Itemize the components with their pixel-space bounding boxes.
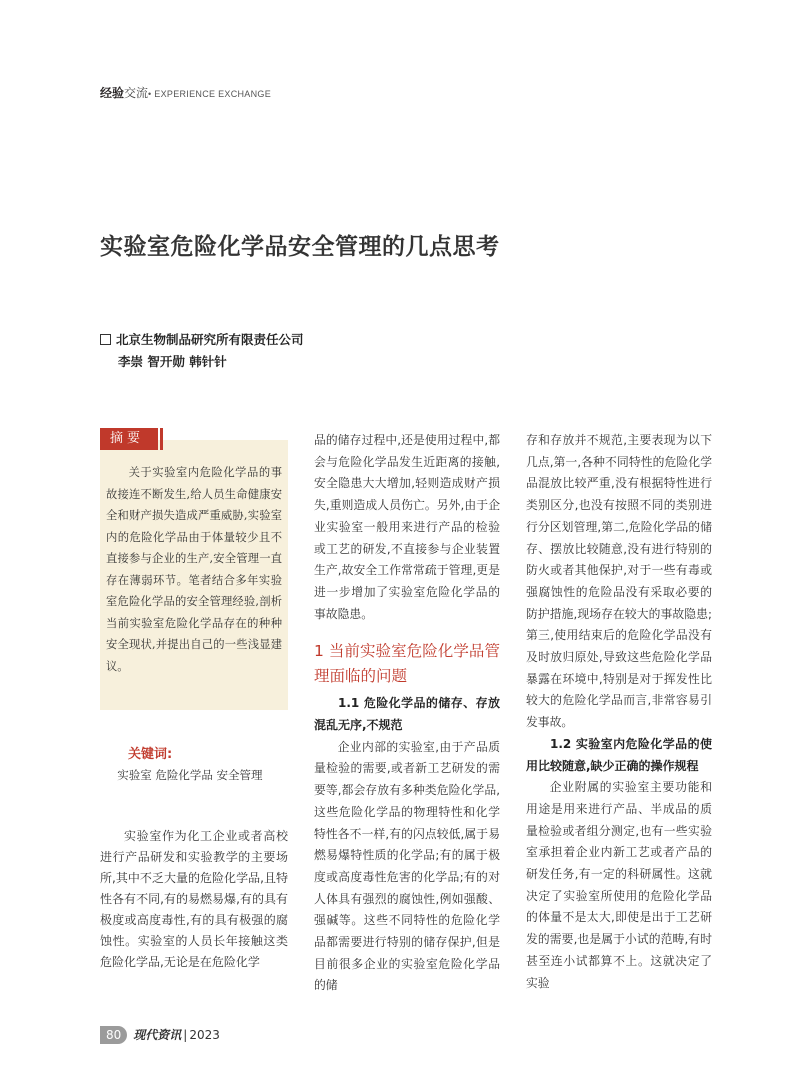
abstract-text: 关于实验室内危险化学品的事故接连不断发生,给人员生命健康安全和财产损失造成严重威胁,实验室内的危险化学品由于体量较少且不直接参与企业的生产,安全管理一直存在薄弱环节。笔者结合多年实验室危险化学品的安全管理经验,剖析当前实验室危险化学品存在的种种安全现状,并提出自己的一些浅显建议。 [106,466,282,673]
subsection-heading-1-1: 1.1 危险化学品的储存、存放混乱无序,不规范 [314,696,500,733]
column-2 [314,430,500,997]
keywords-text: 实验室 危险化学品 安全管理 [117,768,263,782]
section-label-light: 交流 [124,86,149,100]
abstract-label-accent [160,428,163,450]
keywords-label: 关键词: [128,747,173,762]
body-paragraph: 企业附属的实验室主要功能和用途是用来进行产品、半成品的质量检验或者组分测定,也有一些实验室承担着企业内新工艺或者产品的研发任务,有一定的科研属性。这就决定了实验室所使用的危险化学品的体量不是太大,即使是出于工艺研发的需要,也是属于小试的范畴,有时甚至连小试都算不上。这就决定了实验 [526,780,712,990]
abstract-label: 摘要 [100,428,158,450]
section-heading-1: 1 当前实验室危险化学品管理面临的问题 [314,642,500,686]
body-paragraph: 品的储存过程中,还是使用过程中,都会与危险化学品发生近距离的接触,安全隐患大大增加,轻则造成财产损失,重则造成人员伤亡。另外,由于企业实验室一般用来进行产品的检验或工艺的研发,不直接参与企业装置生产,故安全工作常常疏于管理,更是进一步增加了实验室危险化学品的事故隐患。 [314,433,500,621]
publication-year: 2023 [189,1028,220,1042]
intro-paragraph: 实验室作为化工企业或者高校进行产品研发和实验教学的主要场所,其中不乏大量的危险化学品,且特性各有不同,有的易燃易爆,有的具有极度或高度毒性,有的具有极强的腐蚀性。实验室的人员长年接触这类危险化学品,无论是在危险化学 [100,829,288,969]
subsection-heading-1-2: 1.2 实验室内危险化学品的使用比较随意,缺少正确的操作规程 [526,736,712,773]
column-3 [526,430,712,994]
article-title: 实验室危险化学品安全管理的几点思考 [100,234,500,260]
affiliation-text: 北京生物制品研究所有限责任公司 [116,332,304,347]
page-footer [100,1024,220,1042]
footer-separator: | [183,1028,188,1042]
page-number: 80 [100,1026,127,1044]
journal-name: 现代资讯 [133,1028,182,1042]
body-paragraph: 存和存放并不规范,主要表现为以下几点,第一,各种不同特性的危险化学品混放比较严重,没有根据特性进行类别区分,也没有按照不同的类别进行分区划管理,第二,危险化学品的储存、摆放比较随意,没有进行特别的防火或者其他保护,对于一些有毒或强腐蚀性的危险品没有采取必要的防护措施,现场存在较大的事故隐患;第三,使用结束后的危险化学品没有及时放归原处,导致这些危险化学品暴露在环境中,特别是对于挥发性比较大的危险化学品而言,非常容易引发事故。 [526,433,712,730]
square-bullet-icon [100,334,111,345]
section-label-english: • EXPERIENCE EXCHANGE [148,89,272,99]
affiliation [100,330,304,348]
authors: 李崇 智开勋 韩针针 [118,354,227,369]
section-label-bold: 经验 [100,86,125,100]
section-header [100,84,271,101]
body-paragraph: 企业内部的实验室,由于产品质量检验的需要,或者新工艺研发的需要等,都会存放有多种类危险化学品,这些危险化学品的物理特性和化学特性各不一样,有的闪点较低,属于易燃易爆特性质的化学品;有的属于极度或高度毒性危害的化学品;有的对人体具有强烈的腐蚀性,例如强酸、强碱等。这些不同特性的危险化学品都需要进行特别的储存保护,但是目前很多企业的实验室危险化学品的储 [314,739,500,993]
